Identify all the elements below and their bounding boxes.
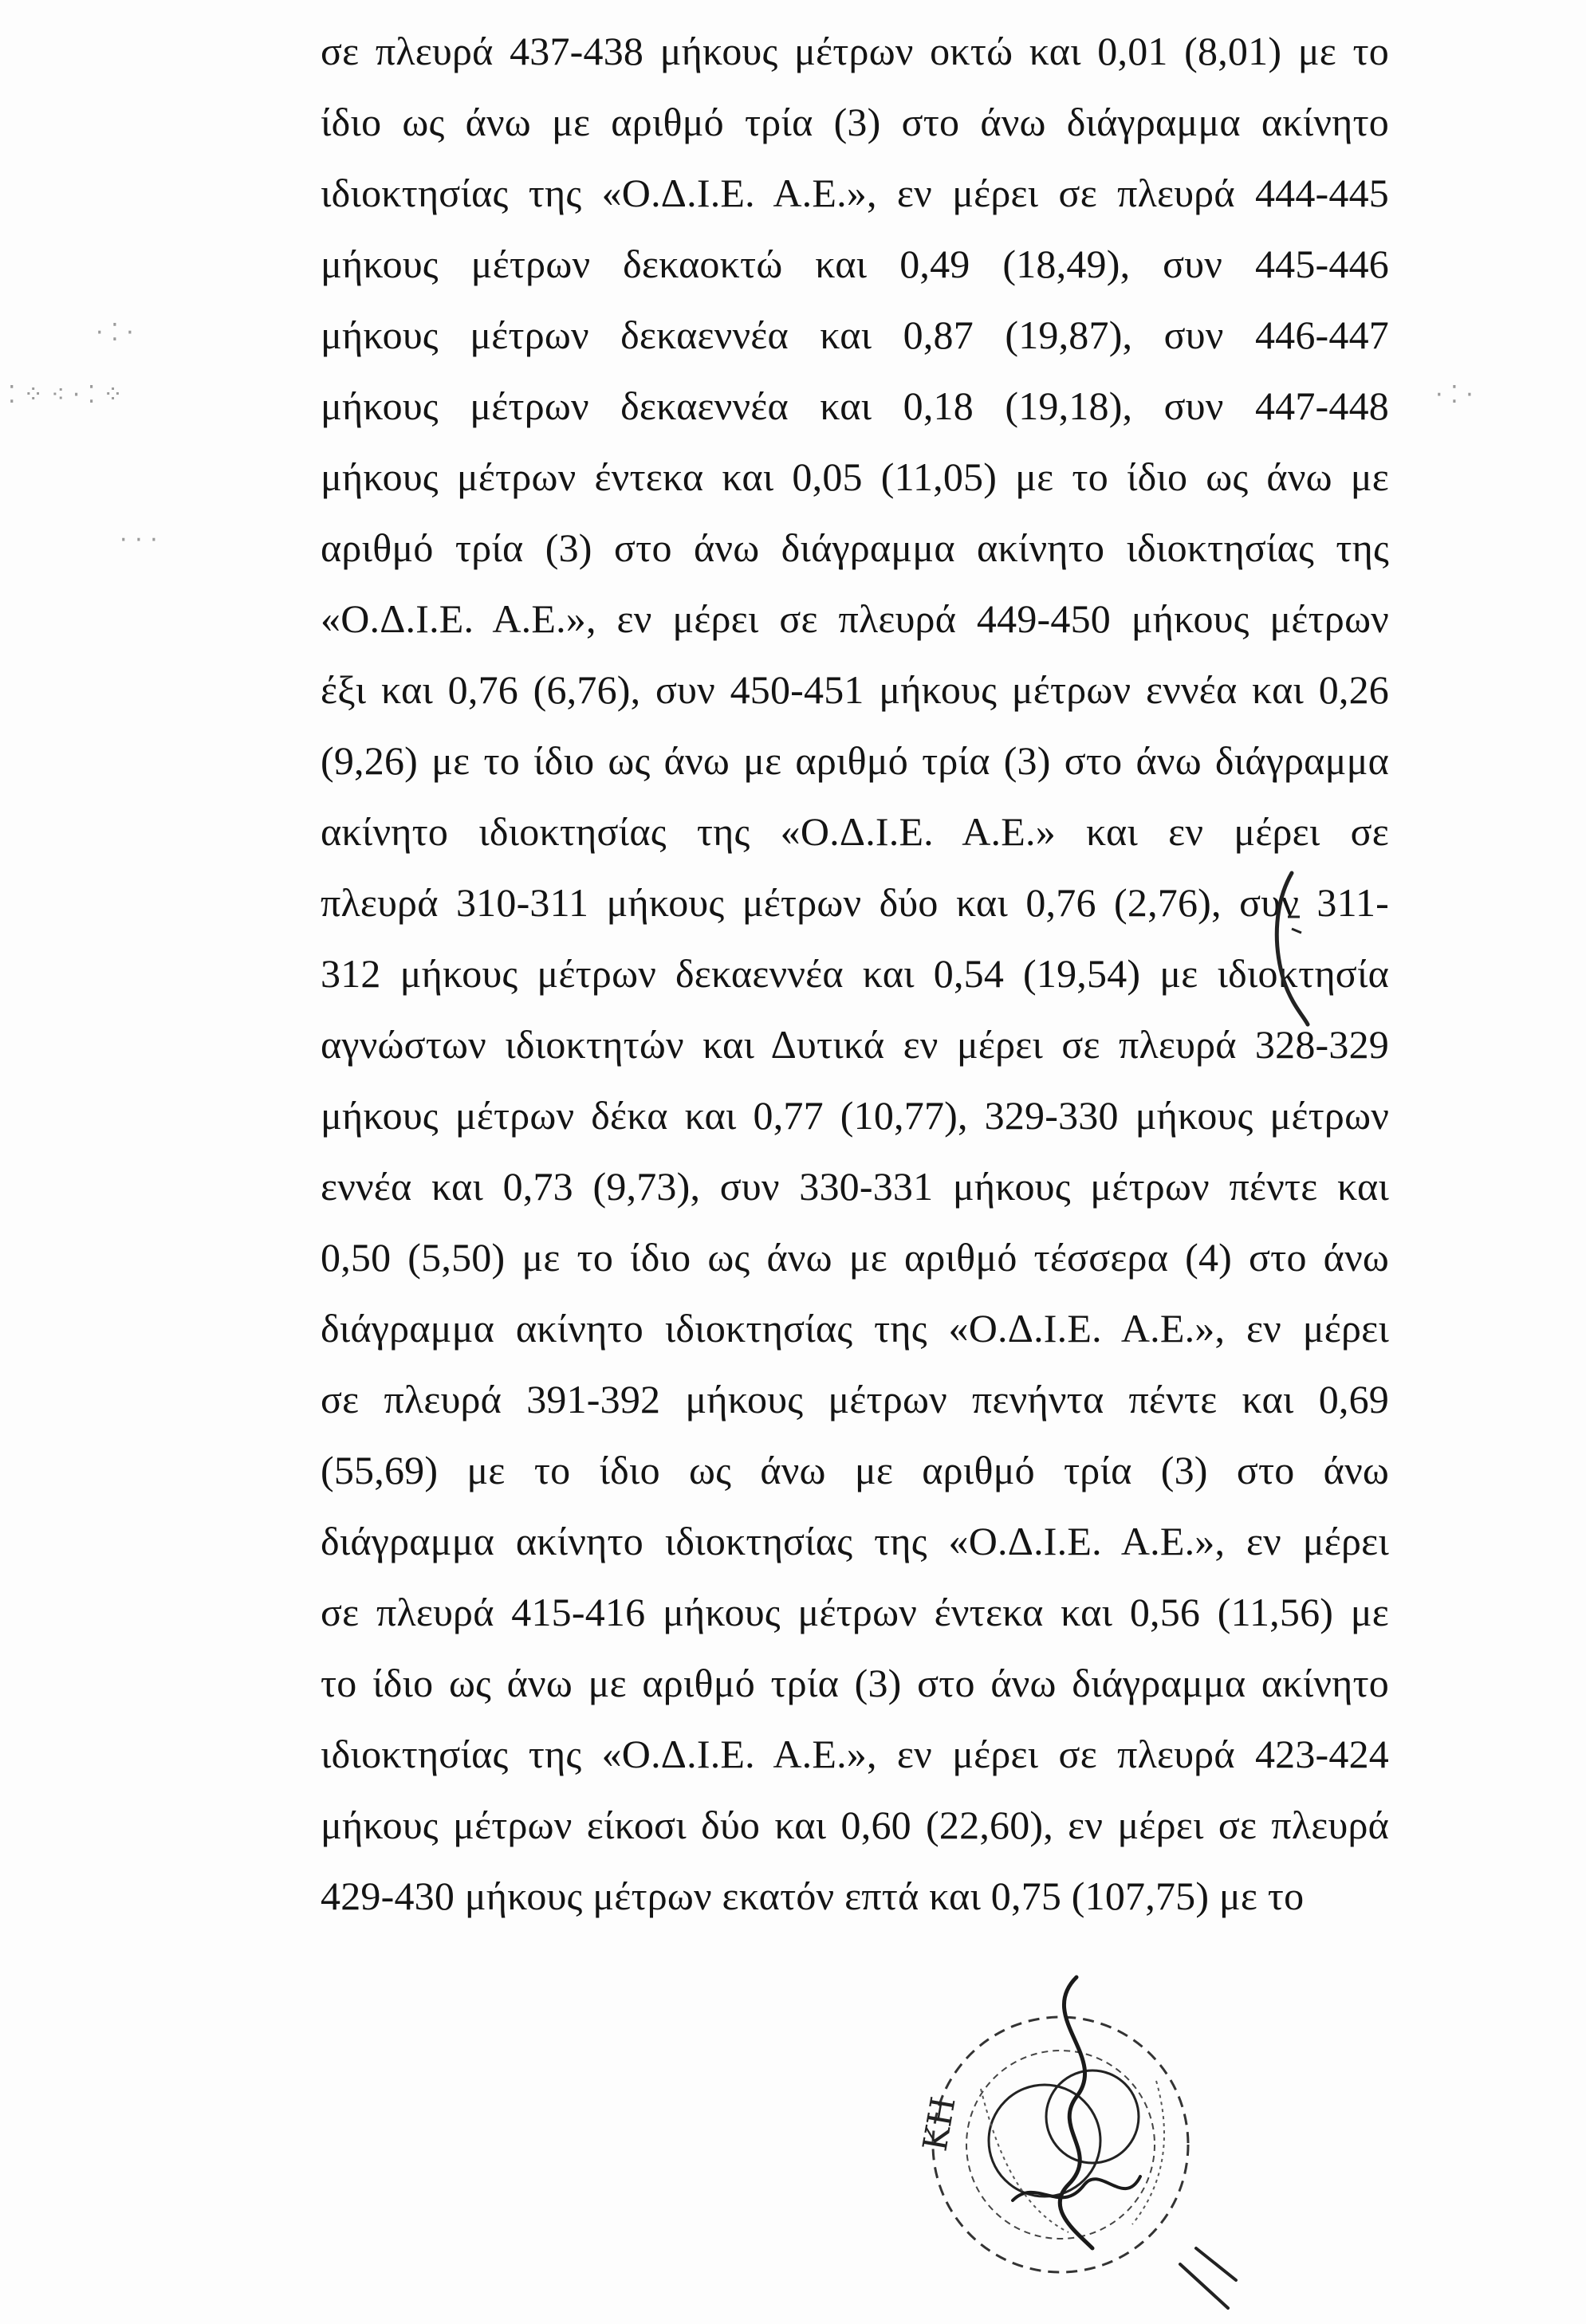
body-text xyxy=(321,16,1389,1932)
text-line: αριθμό τρία (3) στο άνω διάγραμμα ακίνητο ιδιοκτησίας της xyxy=(321,525,1389,570)
scan-noise: · ⁚ · xyxy=(96,319,134,347)
official-stamp xyxy=(893,1945,1260,2312)
text-line: εννέα και 0,73 (9,73), συν 330-331 μήκους μέτρων πέντε και xyxy=(321,1164,1389,1209)
text-line: σε πλευρά 391-392 μήκους μέτρων πενήντα πέντε και 0,69 xyxy=(321,1377,1389,1422)
stamp-text: ΚΗ xyxy=(915,2094,963,2154)
scan-noise: · · · xyxy=(120,526,158,554)
text-line: πλευρά 310-311 μήκους μέτρων δύο και 0,76 (2,76), συν 311- xyxy=(321,880,1389,925)
text-line: μήκους μέτρων δέκα και 0,77 (10,77), 329-330 μήκους μέτρων xyxy=(321,1093,1389,1138)
scan-noise: · ⁚ · xyxy=(1435,381,1474,409)
text-line: 312 μήκους μέτρων δεκαεννέα και 0,54 (19,54) με ιδιοκτησία xyxy=(321,951,1389,996)
text-line: ιδιοκτησίας της «Ο.Δ.Ι.Ε. Α.Ε.», εν μέρει σε πλευρά 444-445 xyxy=(321,171,1389,215)
text-line: ίδιο ως άνω με αριθμό τρία (3) στο άνω διάγραμμα ακίνητο xyxy=(321,100,1389,144)
text-line: σε πλευρά 415-416 μήκους μέτρων έντεκα και 0,56 (11,56) με xyxy=(321,1590,1389,1634)
text-line: το ίδιο ως άνω με αριθμό τρία (3) στο άνω διάγραμμα ακίνητο xyxy=(321,1661,1389,1705)
text-line: σε πλευρά 437-438 μήκους μέτρων οκτώ και 0,01 (8,01) με το xyxy=(321,29,1389,73)
text-line: μήκους μέτρων δεκαεννέα και 0,18 (19,18), συν 447-448 xyxy=(321,383,1389,428)
text-line: ιδιοκτησίας της «Ο.Δ.Ι.Ε. Α.Ε.», εν μέρει σε πλευρά 423-424 xyxy=(321,1732,1389,1776)
scan-noise: ⁚ ⁘ ⁖ · ⁚ ⁘ xyxy=(8,381,124,409)
text-line: μήκους μέτρων είκοσι δύο και 0,60 (22,60), εν μέρει σε πλευρά xyxy=(321,1803,1389,1847)
text-line: διάγραμμα ακίνητο ιδιοκτησίας της «Ο.Δ.Ι.Ε. Α.Ε.», εν μέρει xyxy=(321,1519,1389,1563)
text-line: (55,69) με το ίδιο ως άνω με αριθμό τρία (3) στο άνω xyxy=(321,1448,1389,1492)
handwritten-mark xyxy=(1268,869,1316,1028)
text-line: μήκους μέτρων δεκαεννέα και 0,87 (19,87), συν 446-447 xyxy=(321,313,1389,357)
text-line: αγνώστων ιδιοκτητών και Δυτικά εν μέρει σε πλευρά 328-329 xyxy=(321,1022,1389,1067)
text-line: ακίνητο ιδιοκτησίας της «Ο.Δ.Ι.Ε. Α.Ε.» και εν μέρει σε xyxy=(321,809,1389,854)
text-line: μήκους μέτρων δεκαοκτώ και 0,49 (18,49), συν 445-446 xyxy=(321,242,1389,286)
text-line: διάγραμμα ακίνητο ιδιοκτησίας της «Ο.Δ.Ι.Ε. Α.Ε.», εν μέρει xyxy=(321,1306,1389,1351)
text-line: 0,50 (5,50) με το ίδιο ως άνω με αριθμό τέσσερα (4) στο άνω xyxy=(321,1235,1389,1280)
text-line: μήκους μέτρων έντεκα και 0,05 (11,05) με το ίδιο ως άνω με xyxy=(321,454,1389,499)
text-line: «Ο.Δ.Ι.Ε. Α.Ε.», εν μέρει σε πλευρά 449-450 μήκους μέτρων xyxy=(321,596,1389,641)
text-line: (9,26) με το ίδιο ως άνω με αριθμό τρία (3) στο άνω διάγραμμα xyxy=(321,738,1389,783)
text-line: έξι και 0,76 (6,76), συν 450-451 μήκους μέτρων εννέα και 0,26 xyxy=(321,667,1389,712)
text-line: 429-430 μήκους μέτρων εκατόν επτά και 0,75 (107,75) με το xyxy=(321,1874,1305,1918)
